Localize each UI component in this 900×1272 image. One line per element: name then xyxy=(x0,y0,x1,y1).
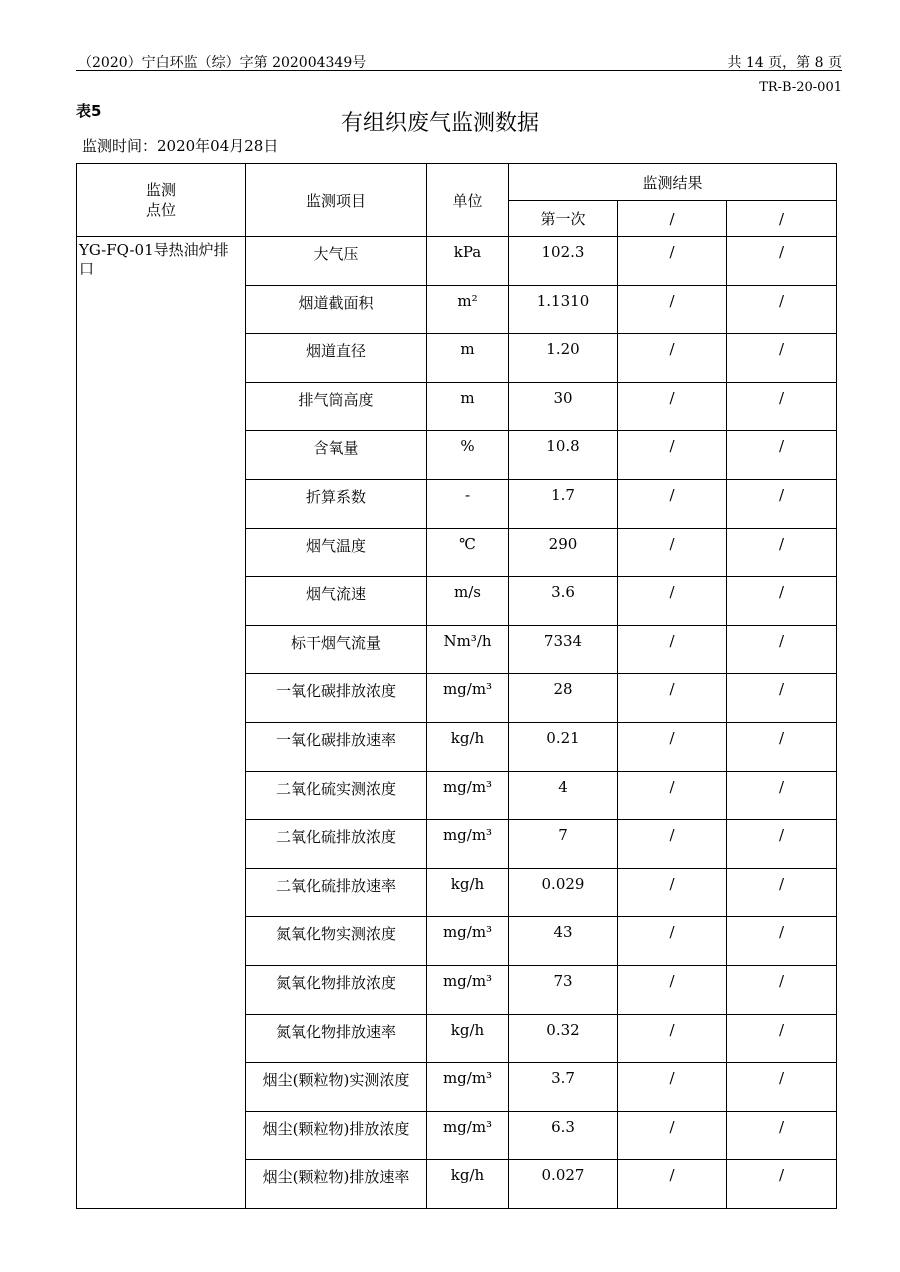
unit-cell: mg/m³ xyxy=(427,820,509,869)
item-cell: 一氧化碳排放浓度 xyxy=(246,674,427,723)
header-run-1: 第一次 xyxy=(509,201,618,237)
result-run-1: 102.3 xyxy=(509,237,618,286)
monitoring-table xyxy=(76,163,837,1209)
result-run-1: 3.6 xyxy=(509,577,618,626)
result-run-3: / xyxy=(727,479,837,528)
result-run-3: / xyxy=(727,965,837,1014)
item-cell: 氮氧化物排放浓度 xyxy=(246,965,427,1014)
unit-cell: m xyxy=(427,382,509,431)
report-number: （2020）宁白环监（综）字第 202004349号 xyxy=(78,55,367,71)
result-run-2: / xyxy=(618,1160,727,1209)
unit-cell: kPa xyxy=(427,237,509,286)
item-cell: 含氧量 xyxy=(246,431,427,480)
item-cell: 烟道截面积 xyxy=(246,285,427,334)
unit-cell: mg/m³ xyxy=(427,965,509,1014)
result-run-3: / xyxy=(727,1160,837,1209)
item-cell: 氮氧化物排放速率 xyxy=(246,1014,427,1063)
result-run-2: / xyxy=(618,1063,727,1112)
result-run-1: 1.20 xyxy=(509,334,618,383)
result-run-3: / xyxy=(727,1111,837,1160)
result-run-3: / xyxy=(727,382,837,431)
result-run-1: 30 xyxy=(509,382,618,431)
result-run-2: / xyxy=(618,625,727,674)
result-run-1: 290 xyxy=(509,528,618,577)
unit-cell: - xyxy=(427,479,509,528)
header-unit: 单位 xyxy=(427,164,509,237)
result-run-3: / xyxy=(727,577,837,626)
unit-cell: m xyxy=(427,334,509,383)
result-run-1: 1.7 xyxy=(509,479,618,528)
result-run-3: / xyxy=(727,722,837,771)
unit-cell: mg/m³ xyxy=(427,1063,509,1112)
result-run-3: / xyxy=(727,237,837,286)
result-run-1: 0.029 xyxy=(509,868,618,917)
result-run-1: 0.21 xyxy=(509,722,618,771)
unit-cell: mg/m³ xyxy=(427,917,509,966)
result-run-1: 43 xyxy=(509,917,618,966)
item-cell: 烟尘(颗粒物)排放浓度 xyxy=(246,1111,427,1160)
result-run-3: / xyxy=(727,1063,837,1112)
result-run-2: / xyxy=(618,334,727,383)
result-run-2: / xyxy=(618,431,727,480)
result-run-1: 7 xyxy=(509,820,618,869)
result-run-1: 28 xyxy=(509,674,618,723)
result-run-3: / xyxy=(727,625,837,674)
result-run-3: / xyxy=(727,917,837,966)
item-cell: 烟道直径 xyxy=(246,334,427,383)
header-run-2: / xyxy=(618,201,727,237)
result-run-3: / xyxy=(727,334,837,383)
unit-cell: mg/m³ xyxy=(427,1111,509,1160)
item-cell: 二氧化硫排放速率 xyxy=(246,868,427,917)
result-run-1: 73 xyxy=(509,965,618,1014)
result-run-2: / xyxy=(618,1014,727,1063)
page-indicator: 共 14 页，第 8 页 xyxy=(727,55,842,71)
result-run-1: 0.027 xyxy=(509,1160,618,1209)
unit-cell: kg/h xyxy=(427,868,509,917)
result-run-2: / xyxy=(618,1111,727,1160)
result-run-3: / xyxy=(727,868,837,917)
result-run-1: 4 xyxy=(509,771,618,820)
item-cell: 二氧化硫实测浓度 xyxy=(246,771,427,820)
unit-cell: mg/m³ xyxy=(427,771,509,820)
result-run-2: / xyxy=(618,722,727,771)
unit-cell: ℃ xyxy=(427,528,509,577)
result-run-3: / xyxy=(727,285,837,334)
result-run-2: / xyxy=(618,820,727,869)
item-cell: 二氧化硫排放浓度 xyxy=(246,820,427,869)
item-cell: 烟气流速 xyxy=(246,577,427,626)
result-run-2: / xyxy=(618,868,727,917)
result-run-1: 6.3 xyxy=(509,1111,618,1160)
result-run-3: / xyxy=(727,771,837,820)
header-point-label: 监测 点位 xyxy=(145,181,176,219)
result-run-2: / xyxy=(618,479,727,528)
item-cell: 氮氧化物实测浓度 xyxy=(246,917,427,966)
unit-cell: % xyxy=(427,431,509,480)
result-run-3: / xyxy=(727,431,837,480)
item-cell: 一氧化碳排放速率 xyxy=(246,722,427,771)
result-run-2: / xyxy=(618,528,727,577)
result-run-2: / xyxy=(618,965,727,1014)
unit-cell: m/s xyxy=(427,577,509,626)
unit-cell: kg/h xyxy=(427,1160,509,1209)
result-run-2: / xyxy=(618,382,727,431)
header-run-3: / xyxy=(727,201,837,237)
unit-cell: mg/m³ xyxy=(427,674,509,723)
unit-cell: m² xyxy=(427,285,509,334)
item-cell: 烟尘(颗粒物)实测浓度 xyxy=(246,1063,427,1112)
item-cell: 折算系数 xyxy=(246,479,427,528)
result-run-2: / xyxy=(618,577,727,626)
item-cell: 烟尘(颗粒物)排放速率 xyxy=(246,1160,427,1209)
header-item: 监测项目 xyxy=(246,164,427,237)
page-title: 有组织废气监测数据 xyxy=(340,111,539,136)
item-cell: 大气压 xyxy=(246,237,427,286)
result-run-3: / xyxy=(727,1014,837,1063)
table-row xyxy=(77,237,837,286)
result-run-2: / xyxy=(618,917,727,966)
table-label: 表5 xyxy=(76,102,102,120)
result-run-2: / xyxy=(618,237,727,286)
result-run-3: / xyxy=(727,820,837,869)
result-run-1: 1.1310 xyxy=(509,285,618,334)
item-cell: 排气筒高度 xyxy=(246,382,427,431)
unit-cell: kg/h xyxy=(427,722,509,771)
monitor-date: 监测时间：2020年04月28日 xyxy=(82,137,279,155)
result-run-2: / xyxy=(618,771,727,820)
unit-cell: kg/h xyxy=(427,1014,509,1063)
monitoring-point-cell: YG-FQ-01导热油炉排口 xyxy=(77,237,246,1209)
result-run-3: / xyxy=(727,674,837,723)
result-run-1: 3.7 xyxy=(509,1063,618,1112)
item-cell: 烟气温度 xyxy=(246,528,427,577)
header-divider xyxy=(76,70,842,71)
result-run-2: / xyxy=(618,285,727,334)
result-run-1: 10.8 xyxy=(509,431,618,480)
result-run-3: / xyxy=(727,528,837,577)
unit-cell: Nm³/h xyxy=(427,625,509,674)
result-run-1: 7334 xyxy=(509,625,618,674)
result-run-1: 0.32 xyxy=(509,1014,618,1063)
form-code: TR-B-20-001 xyxy=(759,80,842,95)
header-result: 监测结果 xyxy=(509,164,837,201)
item-cell: 标干烟气流量 xyxy=(246,625,427,674)
result-run-2: / xyxy=(618,674,727,723)
header-point xyxy=(77,164,246,237)
